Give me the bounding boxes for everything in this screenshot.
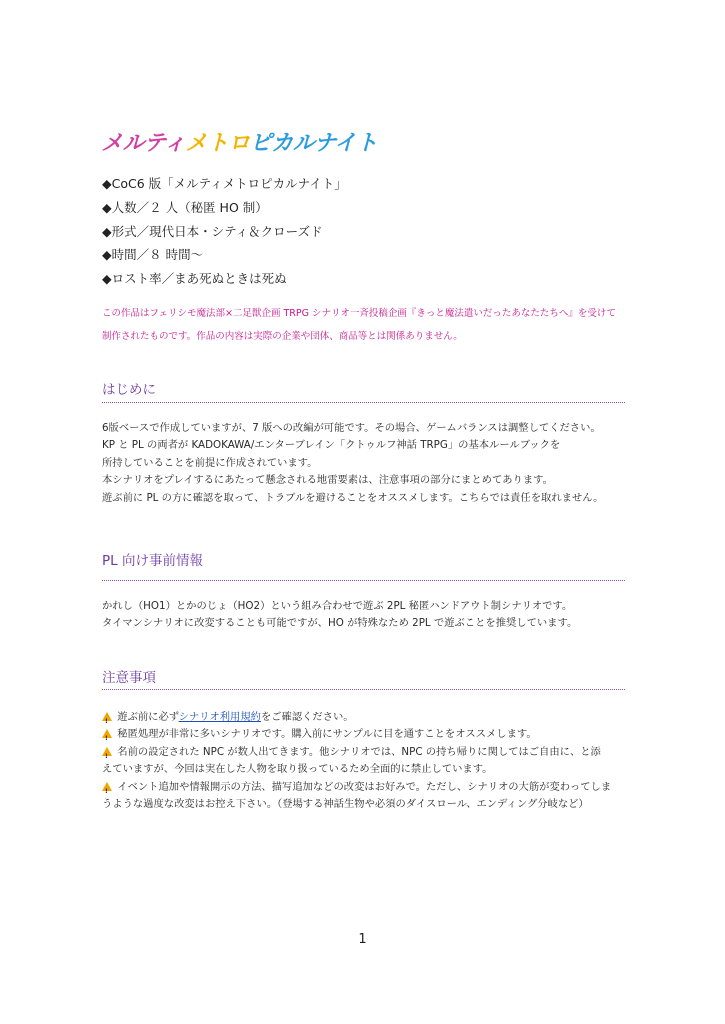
note-item — [102, 744, 627, 761]
scenario-title-logo — [101, 126, 377, 157]
warning-icon — [102, 747, 112, 756]
section-heading-intro: はじめに — [102, 382, 156, 398]
warning-icon — [102, 712, 112, 721]
note-item — [102, 726, 627, 743]
scenario-info-list — [102, 172, 347, 291]
note-text: 名前の設定された NPC が数人出てきます。他シナリオでは、NPC の持ち帰りに関してはご自由に、と添 — [117, 745, 601, 758]
body-line: 本シナリオをプレイするにあたって懸念される地雷要素は、注意事項の部分にまとめてあります。 — [102, 474, 553, 487]
title-part-metro: メトロ — [185, 131, 250, 156]
warning-icon — [102, 782, 112, 791]
body-line: 所持していることを前提に作成されています。 — [102, 456, 318, 469]
page-number: 1 — [358, 932, 367, 947]
disclaimer-line: この作品はフェリシモ魔法部×二足獣企画 TRPG シナリオ一斉投稿企画『きっと魔法遣いだったあなたたちへ』を受けて — [102, 308, 616, 319]
info-system: ◆CoC6 版「メルティメトロピカルナイト」 — [102, 176, 347, 191]
intro-body — [102, 420, 627, 507]
body-line: 遊ぶ前に PL の方に確認を取って、トラブルを避けることをオススメします。こちらでは責任を取れません。 — [102, 491, 604, 504]
note-text: 秘匿処理が非常に多いシナリオです。購入前にサンプルに目を通すことをオススメします。 — [117, 728, 537, 741]
section-heading-notes: 注意事項 — [102, 670, 156, 686]
info-players: ◆人数／２ 人（秘匿 HO 制） — [102, 199, 268, 215]
section-divider — [102, 402, 625, 403]
info-format: ◆形式／現代日本・シティ＆クローズド — [102, 223, 323, 239]
note-item — [102, 779, 627, 796]
note-text: イベント追加や情報開示の方法、描写追加などの改変はお好みで。ただし、シナリオの大筋が変わってしま — [117, 780, 612, 793]
info-lost-rate: ◆ロスト率／まあ死ぬときは死ぬ — [102, 271, 287, 287]
body-line: KP と PL の両者が KADOKAWA/エンターブレイン「クトゥルフ神話 TRPG」の基本ルールブックを — [102, 439, 561, 452]
scenario-terms-link[interactable]: シナリオ利用規約 — [178, 711, 261, 723]
disclaimer-line: 制作されたものです。作品の内容は実際の企業や団体、商品等とは関係ありません。 — [102, 331, 463, 342]
body-line: 6版ベースで作成していますが、7 版への改編が可能です。その場合、ゲームバランスは調整してください。 — [102, 422, 601, 434]
note-text-continued: うような過度な改変はお控え下さい。（登場する神話生物や必須のダイスロール、エンディング分岐など） — [102, 798, 589, 811]
info-time: ◆時間／８ 時間～ — [102, 247, 204, 263]
section-heading-pl-info: PL 向け事前情報 — [102, 553, 203, 569]
disclaimer-text — [102, 302, 642, 348]
title-part-melty: メルティ — [101, 131, 186, 156]
note-text: 遊ぶ前に必ず — [117, 711, 179, 723]
body-line: タイマンシナリオに改変することも可能ですが、HO が特殊なため 2PL で遊ぶことを推奨しています。 — [102, 617, 578, 630]
title-part-picalnight: ピカルナイト — [249, 131, 378, 156]
body-line: かれし（HO1）とかのじょ（HO2）という組み合わせで遊ぶ 2PL 秘匿ハンドアウト制シナリオです。 — [102, 600, 573, 612]
warning-icon — [102, 729, 112, 738]
note-text-continued: えていますが、今回は実在した人物を取り扱っているため全面的に禁止しています。 — [102, 763, 493, 776]
section-divider — [102, 689, 625, 690]
note-text: をご確認ください。 — [260, 711, 354, 723]
notes-body — [102, 709, 627, 813]
note-item — [102, 709, 627, 726]
pl-info-body — [102, 598, 627, 633]
section-divider — [102, 580, 625, 581]
